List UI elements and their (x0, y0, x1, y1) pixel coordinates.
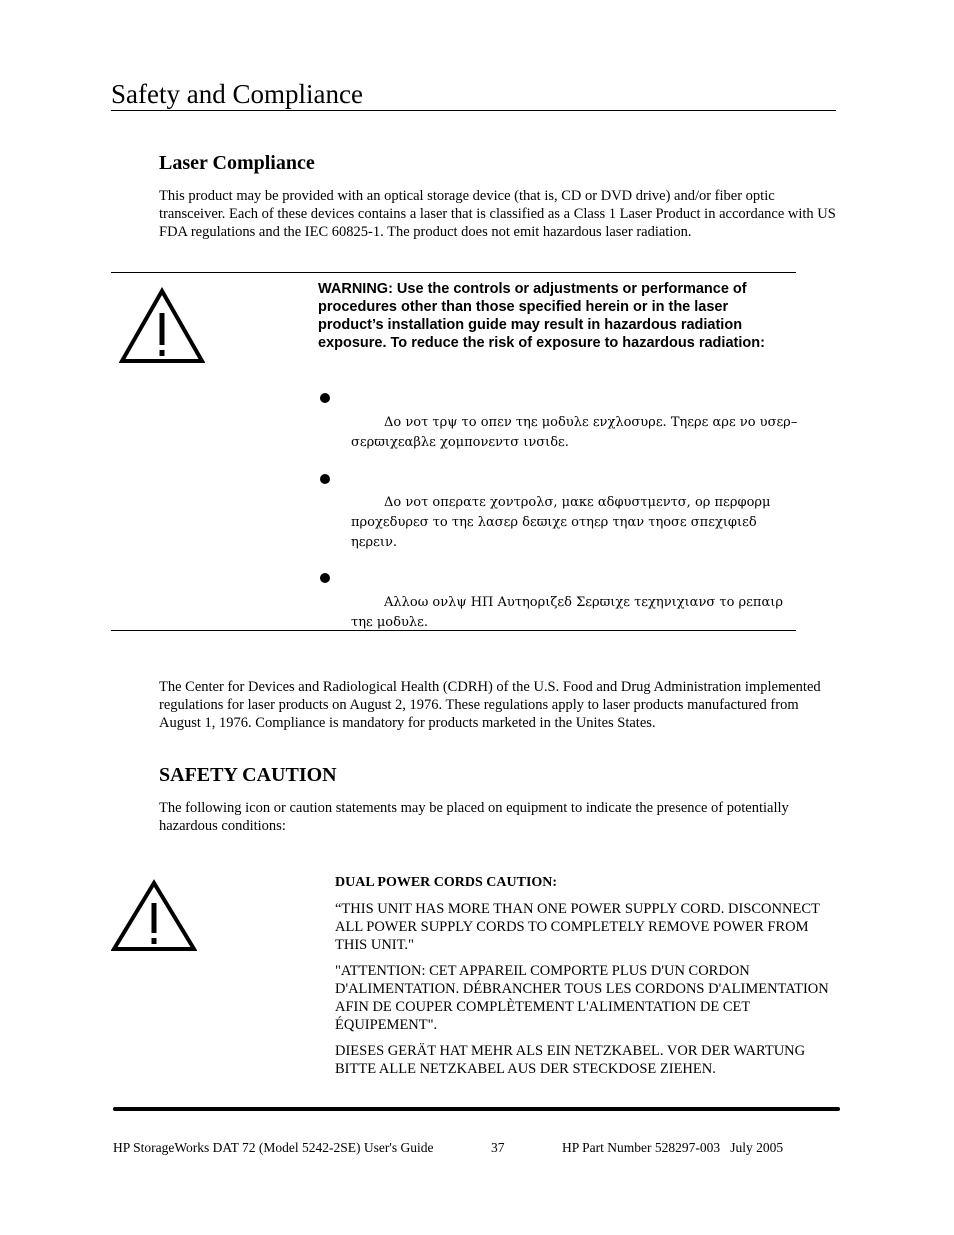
footer-page-number: 37 (491, 1140, 505, 1155)
footer-guide-title: HP StorageWorks DAT 72 (Model 5242-2SE) User's Guide (113, 1140, 434, 1155)
warning-top-rule (111, 272, 796, 273)
caution-heading: DUAL POWER CORDS CAUTION: (335, 875, 558, 890)
bullet-dot (320, 573, 330, 583)
laser-compliance-heading: Laser Compliance (159, 152, 315, 174)
warning-bullet-1: Δο νοτ τρψ το οπεν τηε μοδυλε ενχλοσυρε. Τηερε αρε νο υσερ–σερϖιχεαβλε χομπονεντσ ινσιδε. (351, 415, 798, 450)
bullet-dot (320, 393, 330, 403)
footer-part-number: HP Part Number 528297-003 July 2005 (562, 1140, 784, 1155)
laser-warning-text: WARNING: Use the controls or adjustments or performance of procedures other than those specified herein or in the laser product’s installation guide may result in hazardous radiation exposure. To reduce the risk of exposure to hazardous radiation: (318, 281, 765, 351)
title-divider (111, 110, 836, 111)
warning-triangle-icon (119, 287, 205, 365)
bullet-dot (320, 474, 330, 484)
caution-french: "ATTENTION: CET APPAREIL COMPORTE PLUS D'UN CORDON D'ALIMENTATION. DÉBRANCHER TOUS LES CORDONS D'ALIMENTATION AFIN DE COUPER COMPLÈTEMENT L'ALIMENTATION DE CET ÉQUIPEMENT". (335, 963, 829, 1033)
caution-english: “THIS UNIT HAS MORE THAN ONE POWER SUPPLY CORD. DISCONNECT ALL POWER SUPPLY CORDS TO COMPLETELY REMOVE POWER FROM THIS UNIT." (335, 901, 820, 953)
warning-bullet-3: Αλλοω ονλψ ΗΠ Αυτηοριζεδ Σερϖιχε τεχηνιχιανσ το ρεπαιρ τηε μοδυλε. (351, 595, 783, 630)
warning-bottom-rule (111, 630, 796, 631)
dual-power-caution (335, 874, 835, 1086)
safety-intro-paragraph: The following icon or caution statements may be placed on equipment to indicate the presence of potentially hazardous conditions: (159, 800, 789, 834)
warning-bullet-2: Δο νοτ οπερατε χοντρολσ, μακε αδφυστμεντσ, ορ περφορμ προχεδυρεσ το τηε λασερ δεϖιχε οτηερ τηαν τηοσε σπεχιφιεδ ηερειν. (351, 495, 771, 550)
page-title: Safety and Compliance (111, 79, 363, 109)
safety-caution-heading: SAFETY CAUTION (159, 764, 337, 786)
footer-divider (113, 1107, 840, 1111)
cdrh-paragraph: The Center for Devices and Radiological Health (CDRH) of the U.S. Food and Drug Administration implemented regulations for laser products on August 2, 1976. These regulations apply to laser products manufactured from August 1, 1976. Compliance is mandatory for products marketed in the Unites States. (159, 679, 821, 731)
laser-intro-paragraph: This product may be provided with an optical storage device (that is, CD or DVD drive) and/or fiber optic transceiver. Each of these devices contains a laser that is classified as a Class 1 Laser Product in accordance with US FDA regulations and the IEC 60825-1. The product does not emit hazardous laser radiation. (159, 188, 836, 240)
caution-german: DIESES GERÄT HAT MEHR ALS EIN NETZKABEL. VOR DER WARTUNG BITTE ALLE NETZKABEL AUS DER STECKDOSE ZIEHEN. (335, 1043, 806, 1077)
caution-triangle-icon (111, 879, 197, 953)
